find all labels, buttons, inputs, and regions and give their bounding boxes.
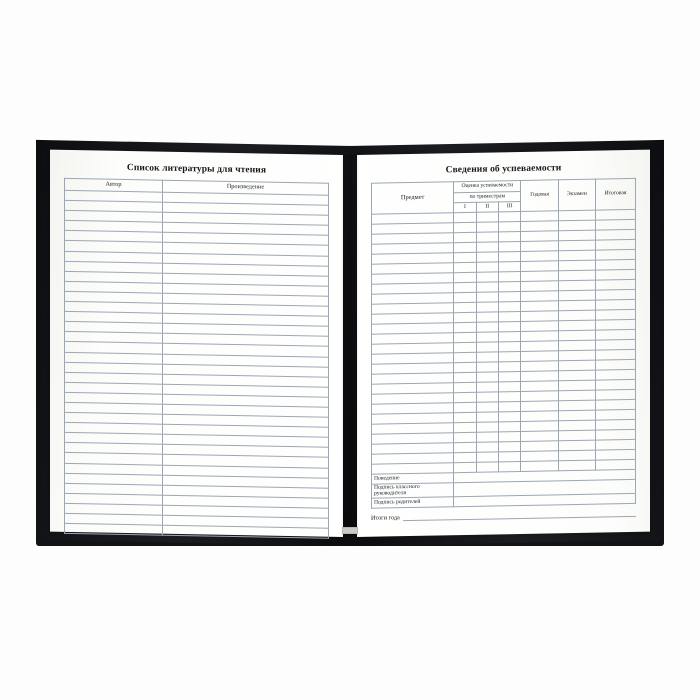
cell-exam[interactable] <box>558 220 595 231</box>
cell-trimester-1[interactable] <box>454 352 476 362</box>
cell-trimester-2[interactable] <box>476 252 498 262</box>
cell-trimester-2[interactable] <box>476 312 498 322</box>
cell-year[interactable] <box>521 331 558 342</box>
cell-trimester-1[interactable] <box>454 372 476 382</box>
summary-row-label[interactable]: Подпись классного руководителя <box>372 483 454 499</box>
cell-trimester-1[interactable] <box>454 322 476 332</box>
summary-row-value[interactable] <box>454 493 636 506</box>
cell-trimester-1[interactable] <box>454 212 476 222</box>
cell-trimester-1[interactable] <box>454 252 476 262</box>
cell-trimester-2[interactable] <box>476 342 498 352</box>
cell-trimester-1[interactable] <box>454 242 476 252</box>
cell-year[interactable] <box>521 361 558 372</box>
cell-exam[interactable] <box>558 340 595 351</box>
cell-year[interactable] <box>521 431 558 442</box>
cell-trimester-3[interactable] <box>499 451 521 461</box>
cell-year[interactable] <box>521 251 558 262</box>
cell-year[interactable] <box>521 301 558 312</box>
cell-year[interactable] <box>521 231 558 242</box>
cell-trimester-3[interactable] <box>499 441 521 451</box>
cell-year[interactable] <box>521 311 558 322</box>
cell-year[interactable] <box>521 321 558 332</box>
year-total-value <box>403 508 636 521</box>
cell-year[interactable] <box>521 341 558 352</box>
cell-trimester-2[interactable] <box>476 242 498 252</box>
page-right <box>357 150 650 537</box>
cell-exam[interactable] <box>558 460 595 471</box>
cell-year[interactable] <box>521 371 558 382</box>
cell-trimester-2[interactable] <box>476 292 498 302</box>
cell-exam[interactable] <box>558 230 595 241</box>
cell-trimester-3[interactable] <box>499 391 521 401</box>
cell-trimester-2[interactable] <box>476 272 498 282</box>
cell-exam[interactable] <box>558 270 595 281</box>
cell-trimester-3[interactable] <box>499 351 521 361</box>
year-total-row <box>371 508 636 522</box>
page-title-left: Список литературы для чтения <box>126 163 267 176</box>
cell-trimester-2[interactable] <box>476 362 498 372</box>
cell-trimester-2[interactable] <box>476 232 498 242</box>
column-header-work: Произведение <box>162 180 328 195</box>
summary-row-label[interactable]: Поведение <box>372 473 454 485</box>
cell-trimester-1[interactable] <box>454 462 476 472</box>
cell-exam[interactable] <box>558 430 595 441</box>
column-header-group-title: Оценка успеваемости <box>454 180 521 192</box>
cell-trimester-1[interactable] <box>454 402 476 412</box>
cell-exam[interactable] <box>558 380 595 391</box>
cell-trimester-3[interactable] <box>499 341 521 351</box>
column-header-exam: Экзамен <box>558 179 595 211</box>
reading-list-rows <box>65 190 329 538</box>
cell-trimester-3[interactable] <box>499 431 521 441</box>
cell-trimester-3[interactable] <box>499 421 521 431</box>
cell-trimester-2[interactable] <box>476 372 498 382</box>
cell-exam[interactable] <box>558 420 595 431</box>
cell-trimester-1[interactable] <box>454 222 476 232</box>
cell-trimester-3[interactable] <box>499 371 521 381</box>
cell-exam[interactable] <box>558 450 595 461</box>
cell-trimester-3[interactable] <box>499 231 521 241</box>
cell-exam[interactable] <box>558 260 595 271</box>
cell-trimester-1[interactable] <box>454 312 476 322</box>
cell-trimester-3[interactable] <box>499 291 521 301</box>
cell-exam[interactable] <box>558 290 595 301</box>
cell-trimester-1[interactable] <box>454 362 476 372</box>
cell-year[interactable] <box>521 241 558 252</box>
cell-trimester-2[interactable] <box>476 322 498 332</box>
cell-trimester-1[interactable] <box>454 392 476 402</box>
progress-table <box>371 178 636 509</box>
cell-trimester-2[interactable] <box>476 302 498 312</box>
cell-trimester-3[interactable] <box>499 361 521 371</box>
cell-exam[interactable] <box>558 400 595 411</box>
cell-trimester-3[interactable] <box>499 281 521 291</box>
cell-exam[interactable] <box>558 410 595 421</box>
cell-year[interactable] <box>521 401 558 412</box>
cell-trimester-1[interactable] <box>454 422 476 432</box>
cell-exam[interactable] <box>558 310 595 321</box>
cell-trimester-2[interactable] <box>476 462 498 472</box>
cell-trimester-3[interactable] <box>499 461 521 471</box>
cell-trimester-2[interactable] <box>476 432 498 442</box>
cell-trimester-3[interactable] <box>499 211 521 221</box>
open-notebook <box>36 146 664 546</box>
cell-trimester-1[interactable] <box>454 412 476 422</box>
cell-trimester-3[interactable] <box>499 251 521 261</box>
cell-exam[interactable] <box>558 440 595 451</box>
cell-trimester-2[interactable] <box>476 402 498 412</box>
cell-exam[interactable] <box>558 240 595 251</box>
cell-exam[interactable] <box>558 280 595 291</box>
cell-year[interactable] <box>521 381 558 392</box>
cell-exam[interactable] <box>558 210 595 221</box>
page-left-content <box>50 150 343 537</box>
cell-trimester-2[interactable] <box>476 452 498 462</box>
column-header-final: Итоговая <box>596 178 636 210</box>
cell-exam[interactable] <box>558 360 595 371</box>
cell-trimester-2[interactable] <box>476 412 498 422</box>
progress-table-rows <box>372 209 636 508</box>
cell-year[interactable] <box>521 421 558 432</box>
cell-trimester-3[interactable] <box>499 381 521 391</box>
spine-bookmark <box>342 527 358 534</box>
cell-year[interactable] <box>521 451 558 462</box>
page-left <box>50 150 343 537</box>
column-header-group-subtitle: по триместрам <box>454 191 521 202</box>
cell-exam[interactable] <box>558 330 595 341</box>
cell-year[interactable] <box>521 351 558 362</box>
column-header-year: Годовая <box>521 180 558 212</box>
cell-trimester-2[interactable] <box>476 422 498 432</box>
column-header-author: Автор <box>65 178 163 192</box>
cell-exam[interactable] <box>558 300 595 311</box>
cell-trimester-3[interactable] <box>499 311 521 321</box>
cell-trimester-2[interactable] <box>476 282 498 292</box>
cell-trimester-2[interactable] <box>476 392 498 402</box>
cell-trimester-2[interactable] <box>476 332 498 342</box>
cell-year[interactable] <box>521 391 558 402</box>
cell-year[interactable] <box>521 221 558 232</box>
cell-trimester-3[interactable] <box>499 241 521 251</box>
cell-year[interactable] <box>521 441 558 452</box>
cell-trimester-1[interactable] <box>454 232 476 242</box>
cell-year[interactable] <box>521 281 558 292</box>
cell-trimester-3[interactable] <box>499 261 521 271</box>
cell-trimester-1[interactable] <box>454 442 476 452</box>
cell-trimester-3[interactable] <box>499 411 521 421</box>
cell-year[interactable] <box>521 411 558 422</box>
cell-exam[interactable] <box>558 390 595 401</box>
cell-year[interactable] <box>521 461 558 472</box>
column-header-subject: Предмет <box>372 182 454 215</box>
year-total-label: Итоги года <box>371 514 400 522</box>
cell-trimester-2[interactable] <box>476 222 498 232</box>
cell-trimester-2[interactable] <box>476 262 498 272</box>
column-header-trimester-2: II <box>476 202 498 212</box>
cell-trimester-2[interactable] <box>476 352 498 362</box>
cell-trimester-1[interactable] <box>454 262 476 272</box>
reading-list-table <box>64 178 329 539</box>
cell-trimester-1[interactable] <box>454 342 476 352</box>
cell-trimester-1[interactable] <box>454 332 476 342</box>
cell-exam[interactable] <box>558 350 595 361</box>
cell-year[interactable] <box>521 271 558 282</box>
cell-trimester-1[interactable] <box>454 302 476 312</box>
cell-author[interactable] <box>65 523 163 535</box>
cell-exam[interactable] <box>558 370 595 381</box>
cell-exam[interactable] <box>558 250 595 261</box>
column-header-trimester-3: III <box>499 201 521 211</box>
cell-exam[interactable] <box>558 320 595 331</box>
cell-trimester-3[interactable] <box>499 271 521 281</box>
cell-trimester-3[interactable] <box>499 331 521 341</box>
cell-year[interactable] <box>521 211 558 222</box>
summary-row-label[interactable]: Подпись родителей <box>372 497 454 509</box>
page-right-content <box>357 150 650 537</box>
cell-trimester-2[interactable] <box>476 442 498 452</box>
cell-trimester-1[interactable] <box>454 452 476 462</box>
cell-trimester-2[interactable] <box>476 382 498 392</box>
cell-trimester-3[interactable] <box>499 221 521 231</box>
cell-trimester-3[interactable] <box>499 321 521 331</box>
cell-trimester-1[interactable] <box>454 282 476 292</box>
cell-trimester-1[interactable] <box>454 432 476 442</box>
cell-trimester-3[interactable] <box>499 301 521 311</box>
cell-year[interactable] <box>521 291 558 302</box>
cell-trimester-1[interactable] <box>454 272 476 282</box>
page-title-right: Сведения об успеваемости <box>445 163 562 176</box>
cell-trimester-3[interactable] <box>499 401 521 411</box>
cell-trimester-1[interactable] <box>454 292 476 302</box>
cell-trimester-1[interactable] <box>454 382 476 392</box>
cell-trimester-2[interactable] <box>476 212 498 222</box>
cell-year[interactable] <box>521 261 558 272</box>
column-header-trimester-1: I <box>454 202 476 212</box>
